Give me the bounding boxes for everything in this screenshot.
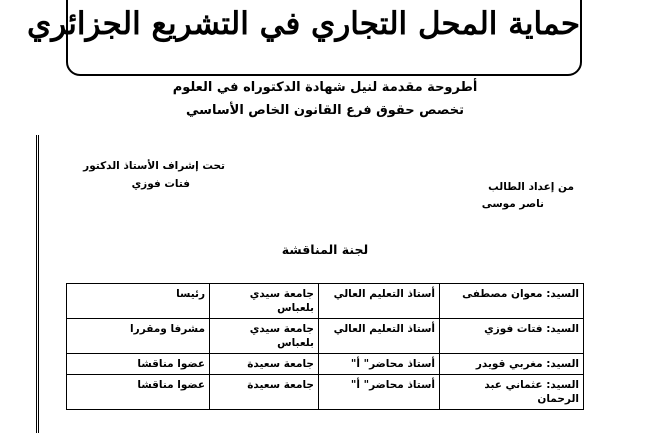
member-university: جامعة سعيدة bbox=[210, 375, 319, 410]
thesis-title: حماية المحل التجاري في التشريع الجزائري bbox=[26, 6, 580, 42]
specialization-statement: تخصص حقوق فرع القانون الخاص الأساسي bbox=[186, 103, 464, 118]
member-university: جامعة سيدي بلعباس bbox=[210, 284, 319, 319]
member-rank: أستاذ التعليم العالي bbox=[319, 319, 440, 354]
member-name: السيد: مغربي قويدر bbox=[440, 354, 584, 375]
title-frame bbox=[26, 0, 582, 76]
table-row bbox=[67, 284, 584, 319]
page-border-line bbox=[38, 135, 39, 433]
committee-table bbox=[66, 283, 584, 410]
member-role: عضوا مناقشا bbox=[67, 354, 210, 375]
member-rank: أستاذ محاضر" أ" bbox=[319, 375, 440, 410]
member-university: جامعة سعيدة bbox=[210, 354, 319, 375]
member-name: السيد: معوان مصطفى bbox=[440, 284, 584, 319]
member-university: جامعة سيدي بلعباس bbox=[210, 319, 319, 354]
supervisor-label: تحت إشراف الأستاذ الدكتور bbox=[83, 160, 225, 172]
table-row bbox=[67, 319, 584, 354]
member-rank: أستاذ التعليم العالي bbox=[319, 284, 440, 319]
member-role: رئيسا bbox=[67, 284, 210, 319]
member-name: السيد: فتات فوزي bbox=[440, 319, 584, 354]
supervisor-name: فتات فوزي bbox=[131, 178, 190, 190]
table-row bbox=[67, 354, 584, 375]
committee-heading: لجنة المناقشة bbox=[281, 242, 369, 257]
member-role: مشرفا ومقررا bbox=[67, 319, 210, 354]
member-rank: أستاذ محاضر" أ" bbox=[319, 354, 440, 375]
degree-statement: أطروحة مقدمة لنيل شهادة الدكتوراه في العلوم bbox=[172, 80, 478, 95]
student-label: من إعداد الطالب bbox=[488, 181, 574, 193]
member-name: السيد: عثماني عبد الرحمان bbox=[440, 375, 584, 410]
page-border-line bbox=[36, 135, 37, 433]
student-name: ناصر موسى bbox=[481, 198, 544, 210]
member-role: عضوا مناقشا bbox=[67, 375, 210, 410]
table-row bbox=[67, 375, 584, 410]
